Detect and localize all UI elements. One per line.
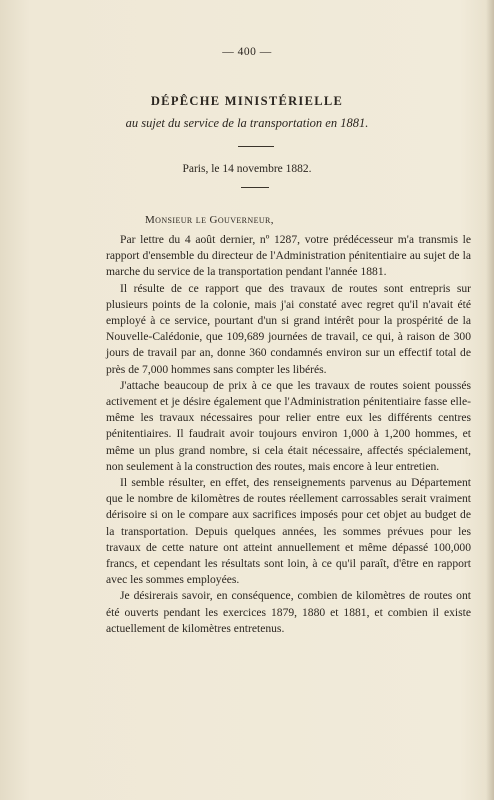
paragraph: Je désirerais savoir, en conséquence, combien de kilomètres de routes ont été ouverts pendant les exercices 1879, 1880 et 1881, et combien il existe actuellement de kilomètres entretenus. (106, 589, 471, 635)
paragraph: Il résulte de ce rapport que des travaux de routes sont entrepris sur plusieurs points de la colonie, mais j'ai constaté avec regret qu'il n'avait été employé à ce service, pourtant d'un si grand intérêt pour la prospérité de la Nouvelle-Calédonie, que 109,689 journées de travail, ce qui, à raison de 300 jours de travail par an, donne 360 condamnés environ sur un effectif total de près de 7,000 hommes sans compter les libérés. (106, 281, 471, 376)
paragraph: Par lettre du 4 août dernier, nº 1287, votre prédécesseur m'a transmis le rapport d'ensemble du directeur de l'Administration pénitentiaire au sujet de la marche du service de la transportation pendant l'année 1881. (106, 233, 471, 279)
salutation: Monsieur le Gouverneur, (145, 214, 274, 226)
paragraph: J'attache beaucoup de prix à ce que les travaux de routes soient poussés activement et je désire également que l'Administration pénitentiaire fasse elle-même les travaux nécessaires pour relier entre eux les différents centres pénitentiaires. Il faudrait avoir toujours environ 1,000 à 1,200 hommes, et même un plus grand nombre, si cela était nécessaire, affectés spécialement, non seulement à la construction des routes, mais encore à leur entretien. (106, 378, 471, 473)
dateline: Paris, le 14 novembre 1882. (182, 163, 312, 175)
divider-rule (238, 146, 274, 147)
document-subtitle: au sujet du service de la transportation en 1881. (125, 116, 369, 130)
page-number: — 400 — (222, 46, 272, 58)
letter-body (106, 232, 471, 637)
document-title: DÉPÊCHE MINISTÉRIELLE (150, 94, 344, 108)
paragraph: Il semble résulter, en effet, des renseignements parvenus au Département que le nombre de kilomètres de routes réellement carrossables serait vraiment dérisoire si on le compare aux sacrifices imposés pour cet objet au budget de la transportation. Depuis quelques années, les sommes prévues pour les travaux de cette nature ont atteint annuellement et même dépassé 100,000 francs, et cependant les résultats sont loin, à ce qu'il paraît, d'être en rapport avec les sommes employées. (106, 476, 471, 587)
divider-rule (241, 187, 269, 188)
